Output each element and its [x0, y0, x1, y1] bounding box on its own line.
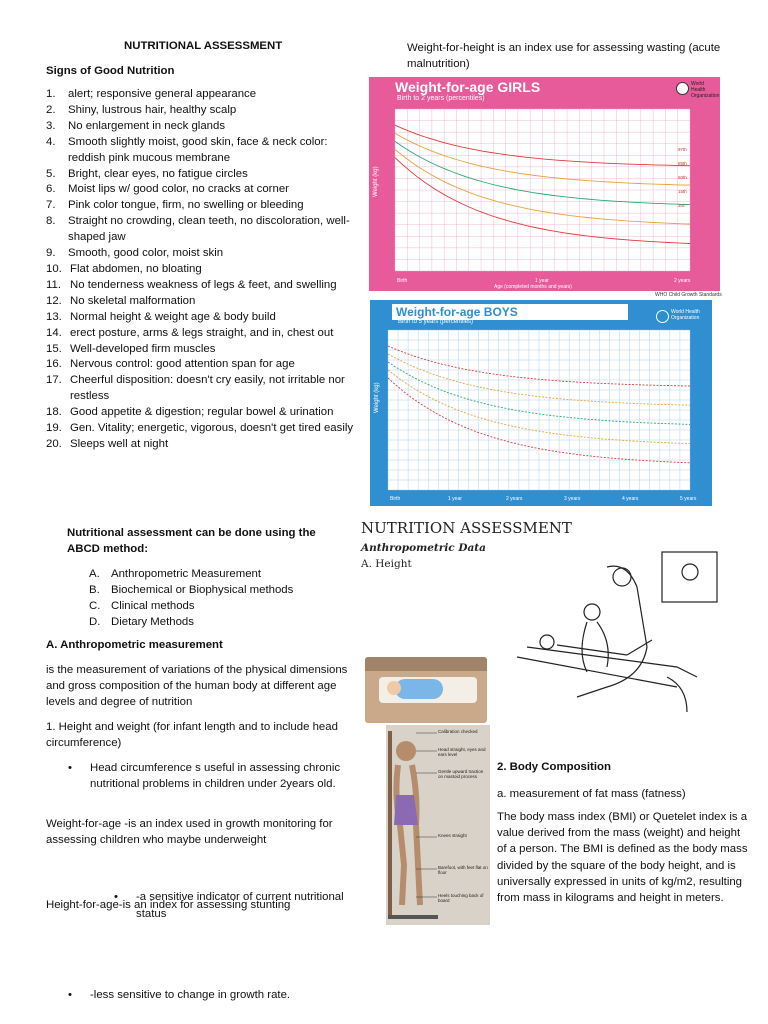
boys-x-tick: 2 years — [506, 496, 523, 502]
abcd-list — [89, 566, 349, 630]
girls-tick-1yr: 1 year — [535, 278, 549, 284]
sign-item — [46, 357, 361, 373]
sign-text: Nervous control: good attention span for age — [70, 358, 295, 371]
sign-item — [46, 182, 361, 198]
boys-x-tick: 5 years — [680, 496, 697, 502]
sign-number: 4. — [46, 135, 56, 148]
girls-tick-birth: Birth — [397, 278, 408, 284]
girls-chart-footer: WHO Child Growth Standards — [655, 292, 722, 298]
assistant-arm — [667, 677, 687, 712]
height-for-age-text: Height-for-age-is an index for assessing stunting — [46, 899, 291, 911]
abcd-intro: Nutritional assessment can be done using the ABCD method: — [67, 527, 316, 556]
percentile-label: 15th — [678, 189, 687, 194]
sign-item — [46, 167, 361, 183]
sign-item — [46, 373, 361, 405]
infant-measuring-photo — [365, 657, 487, 723]
abcd-item — [89, 598, 349, 614]
figure-label: Heels touching back of board — [438, 893, 484, 903]
sign-item — [46, 214, 361, 246]
sign-number: 7. — [46, 199, 56, 212]
boys-x-tick: 3 years — [564, 496, 581, 502]
sign-text: alert; responsive general appearance — [68, 88, 257, 100]
height-for-age-bullet: • -less sensitive to change in growth rate. — [66, 987, 380, 1003]
helper-body — [582, 622, 608, 672]
sign-number: 14. — [46, 326, 62, 339]
body-composition-a: a. measurement of fat mass (fatness) — [497, 788, 686, 800]
adult-head — [682, 564, 698, 580]
sign-item — [46, 310, 361, 326]
sign-item — [46, 294, 361, 310]
girls-tick-2yr: 2 years — [674, 278, 691, 284]
height-weight-heading: 1. Height and weight (for infant length and to include head circumference) — [46, 721, 338, 750]
sign-text: No tenderness weakness of legs & feet, and swelling — [70, 278, 337, 291]
sign-text: Sleeps well at night — [70, 437, 169, 450]
weight-for-age-bullet: • -a sensitive indicator of current nutritional status — [112, 889, 346, 921]
standing-height-figure — [386, 725, 490, 925]
sign-item — [46, 135, 361, 167]
sign-item — [46, 198, 361, 214]
sign-text: Moist lips w/ good color, no cracks at corner — [68, 183, 289, 196]
sign-text: No skeletal malformation — [70, 294, 196, 307]
boys-chart-org: World Health Organization — [671, 309, 700, 321]
sign-text: Shiny, lustrous hair, healthy scalp — [68, 103, 237, 116]
sign-item — [46, 246, 361, 262]
sign-item — [46, 437, 361, 453]
measuring-illustration — [487, 537, 732, 727]
sign-item — [46, 342, 361, 358]
sign-number: 17. — [46, 374, 62, 387]
boys-chart-plot — [370, 328, 712, 506]
sign-item — [46, 405, 361, 421]
girls-chart-title: Weight-for-age GIRLS — [395, 79, 541, 95]
nutrition-assessment-panel — [352, 507, 734, 725]
sign-number: 10. — [46, 262, 62, 275]
sign-item — [46, 262, 361, 278]
sign-item — [46, 119, 361, 135]
abcd-letter: B. — [89, 584, 100, 596]
body-composition-heading: 2. Body Composition — [497, 761, 611, 773]
signs-list — [46, 87, 361, 453]
anthro-heading: A. Anthropometric measurement — [46, 639, 223, 651]
na-panel-subtitle: Anthropometric Data — [361, 542, 486, 554]
sign-text: Straight no crowding, clean teeth, no discoloration, well-shaped jaw — [68, 215, 350, 244]
sign-text: Gen. Vitality; energetic, vigorous, doesn't get tired easily — [70, 422, 354, 435]
na-panel-title: NUTRITION ASSESSMENT — [361, 519, 572, 537]
girls-chart-plot — [369, 107, 720, 291]
anthro-definition: is the measurement of variations of the physical dimensions and gross composition of the human body at different age levels and degree of nutrition — [46, 664, 348, 709]
sign-text: Good appetite & digestion; regular bowel & urination — [70, 406, 334, 419]
weight-for-age-text: Weight-for-age -is an index used in growth monitoring for assessing children who maybe underweight — [46, 818, 333, 847]
sign-text: Smooth, good color, moist skin — [68, 247, 224, 260]
adult-body — [577, 566, 647, 697]
percentile-label: 97th — [678, 147, 687, 152]
who-logo — [676, 82, 689, 95]
sign-number: 9. — [46, 247, 56, 260]
percentile-label: 50th — [678, 175, 687, 180]
sign-text: Smooth slightly moist, good skin, face & neck color: reddish pink mucous membrane — [68, 135, 328, 164]
boys-y-label: Weight (kg) — [374, 382, 380, 413]
sign-item — [46, 326, 361, 342]
girls-chart-org: World Health Organization — [691, 81, 720, 99]
sign-number: 2. — [46, 103, 56, 116]
sign-text: Normal height & weight age & body build — [70, 310, 276, 323]
boys-x-ticks — [390, 496, 697, 502]
sign-number: 12. — [46, 294, 62, 307]
figure-label: Gentle upward traction on mastoid process — [438, 769, 484, 779]
figure-label: Barefoot, with feet flat on floor — [438, 865, 488, 875]
bmi-paragraph: The body mass index (BMI) or Quetelet index is a value derived from the mass (weight) and height of a person. The BMI is defined as the body mass divided by the square of the body height, and is universally expressed in units of kg/m2, resulting from mass in kilograms and height in meters. — [497, 811, 748, 905]
girls-weight-chart — [369, 77, 720, 291]
boys-chart-subtitle: Birth to 5 years (percentiles) — [398, 319, 474, 325]
abcd-text: Anthropometric Measurement — [111, 568, 262, 580]
percentile-label: 85th — [678, 161, 687, 166]
abcd-text: Biochemical or Biophysical methods — [111, 584, 294, 596]
sign-text: Pink color tongue, firm, no swelling or bleeding — [68, 199, 304, 212]
girls-chart-subtitle: Birth to 2 years (percentiles) — [397, 95, 485, 102]
sign-text: Flat abdomen, no bloating — [70, 262, 202, 275]
abcd-item — [89, 582, 349, 598]
sign-number: 18. — [46, 406, 62, 419]
sign-text: No enlargement in neck glands — [68, 119, 226, 132]
sign-number: 19. — [46, 422, 62, 435]
page-title: NUTRITIONAL ASSESSMENT — [124, 40, 283, 52]
head-circumference-bullet: • Head circumference s useful in assessing chronic nutritional problems in children under 2years old. — [66, 760, 378, 792]
sign-number: 8. — [46, 215, 56, 228]
boys-x-tick: Birth — [390, 496, 401, 502]
signs-heading: Signs of Good Nutrition — [46, 65, 175, 77]
abcd-item — [89, 614, 349, 630]
na-panel-item: A. Height — [361, 558, 412, 570]
girls-x-label: Age (completed months and years) — [494, 284, 572, 290]
sign-text: erect posture, arms & legs straight, and in, chest out — [70, 326, 334, 339]
sign-item — [46, 87, 361, 103]
sign-number: 1. — [46, 88, 56, 100]
abcd-text: Clinical methods — [111, 600, 195, 612]
sign-number: 13. — [46, 310, 62, 323]
abcd-letter: C. — [89, 600, 101, 612]
abcd-letter: D. — [89, 616, 101, 628]
sign-item — [46, 421, 361, 437]
sign-text: Cheerful disposition: doesn't cry easily, not irritable nor restless — [70, 374, 345, 403]
sign-item — [46, 278, 361, 294]
figure-label: Knees straight — [438, 833, 467, 838]
boys-chart-title-text: Weight-for-age BOYS — [396, 305, 518, 319]
abcd-letter: A. — [89, 568, 100, 580]
boys-x-tick: 1 year — [448, 496, 462, 502]
assistant-head — [613, 568, 631, 586]
girls-y-label: Weight (kg) — [373, 166, 379, 197]
sign-item — [46, 103, 361, 119]
weight-for-height-text: Weight-for-height is an index use for assessing wasting (acute malnutrition) — [407, 42, 721, 71]
sign-number: 5. — [46, 167, 56, 180]
percentile-label: 3rd — [678, 203, 685, 208]
child-head — [540, 635, 554, 649]
sign-number: 6. — [46, 183, 56, 196]
sign-number: 3. — [46, 119, 56, 132]
sign-number: 11. — [46, 278, 61, 291]
scale-box — [662, 552, 717, 602]
sign-number: 15. — [46, 342, 62, 355]
abcd-text: Dietary Methods — [111, 616, 194, 628]
sign-number: 20. — [46, 437, 62, 450]
figure-label: Calibration checked — [438, 729, 478, 734]
helper-head — [584, 604, 600, 620]
figure-label: Head straight, eyes and ears level — [438, 747, 486, 757]
boys-weight-chart — [370, 300, 712, 506]
sign-text: Bright, clear eyes, no fatigue circles — [68, 167, 248, 180]
sign-number: 16. — [46, 358, 62, 371]
who-logo-boys — [656, 310, 669, 323]
sign-text: Well-developed firm muscles — [70, 342, 216, 355]
abcd-item — [89, 566, 349, 582]
boys-x-tick: 4 years — [622, 496, 639, 502]
